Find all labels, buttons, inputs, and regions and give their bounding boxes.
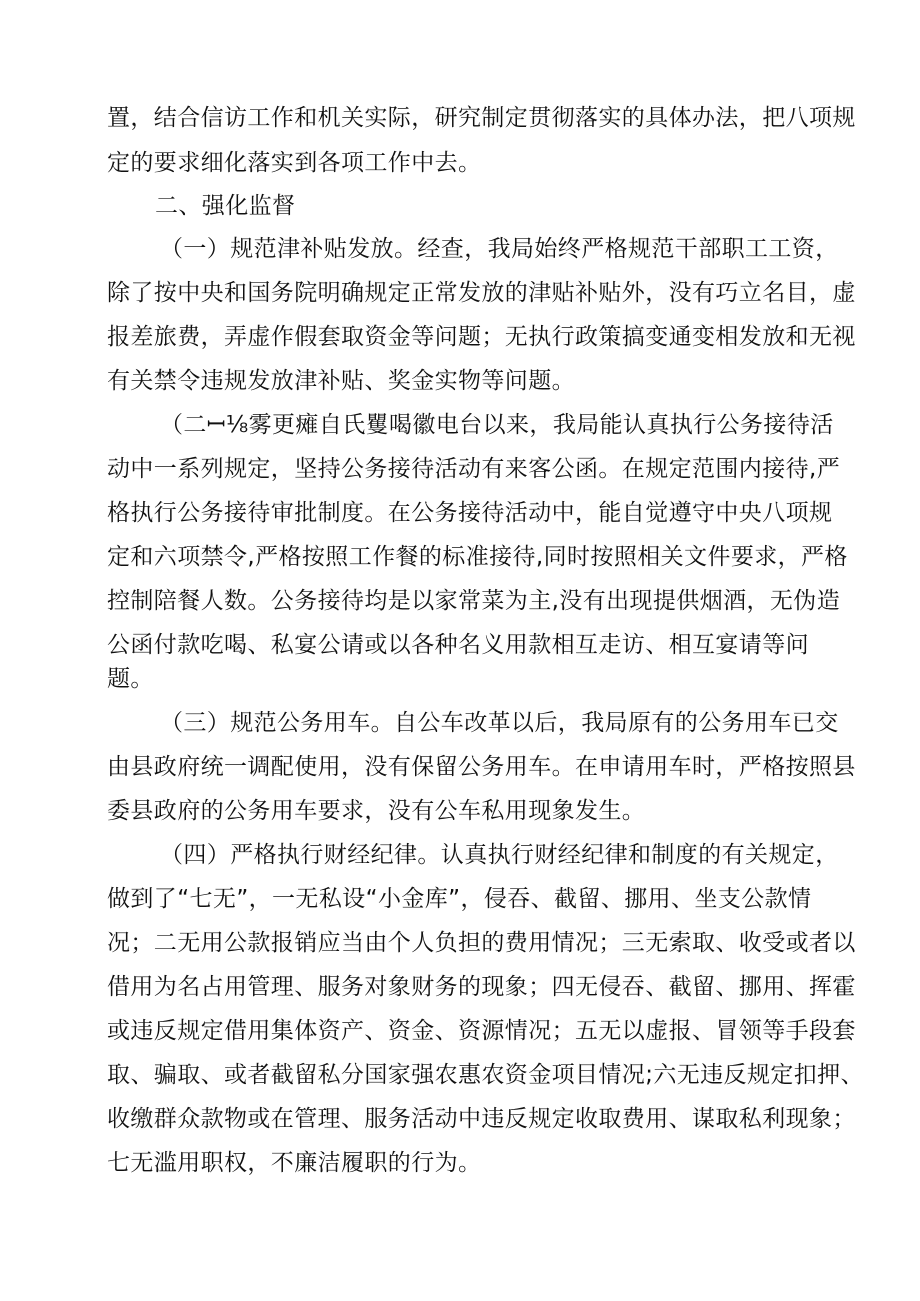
text-line: 由县政府统一调配使用，没有保留公务用车。在申请用车时，严格按照县 — [107, 754, 856, 780]
text-line: 七无滥用职权，不廉洁履职的行为。 — [107, 1150, 482, 1176]
text-line: 收缴群众款物或在管理、服务活动中违反规定收取费用、谋取私利现象； — [107, 1106, 856, 1132]
text-line: 借用为名占用管理、服务对象财务的现象；四无侵吞、截留、挪用、挥霍 — [107, 974, 856, 1000]
text-line: 定和六项禁令,严格按照工作餐的标准接待,同时按照相关文件要求，严格 — [107, 544, 848, 570]
text-line: 题。 — [107, 666, 154, 692]
text-line: 公函付款吃喝、私宴公请或以各种名义用款相互走访、相互宴请等问 — [107, 632, 809, 658]
text-line: （四）严格执行财经纪律。认真执行财经纪律和制度的有关规定， — [160, 842, 839, 868]
section-heading: 二、强化监督 — [155, 193, 296, 219]
text-line: （三）规范公务用车。自公车改革以后，我局原有的公务用车已交 — [160, 710, 839, 736]
text-line: 控制陪餐人数。公务接待均是以家常菜为主,没有出现提供烟酒，无伪造 — [107, 588, 841, 614]
text-line: 做到了“七无”，一无私设“小金库”，侵吞、截留、挪用、坐支公款情 — [107, 886, 812, 912]
text-line: 报差旅费，弄虚作假套取资金等问题；无执行政策搞变通变相发放和无视 — [107, 324, 856, 350]
text-line: 除了按中央和国务院明确规定正常发放的津贴补贴外，没有巧立名目，虚 — [107, 280, 856, 306]
text-line: 格执行公务接待审批制度。在公务接待活动中，能自觉遵守中央八项规 — [107, 500, 833, 526]
text-line: 有关禁令违规发放津补贴、奖金实物等问题。 — [107, 368, 575, 394]
text-line: 委县政府的公务用车要求，没有公车私用现象发生。 — [107, 798, 646, 824]
text-line: 动中一系列规定，坚持公务接待活动有来客公函。在规定范围内接待,严 — [107, 456, 841, 482]
text-line: 取、骗取、或者截留私分国家强农惠农资金项目情况;六无违反规定扣押、 — [107, 1062, 864, 1088]
text-line: （一）规范津补贴发放。经查，我局始终严格规范干部职工工资， — [160, 236, 839, 262]
text-line: 或违反规定借用集体资产、资金、资源情况；五无以虚报、冒领等手段套 — [107, 1018, 856, 1044]
text-line: 况；二无用公款报销应当由个人负担的费用情况；三无索取、收受或者以 — [107, 930, 856, 956]
text-line: 定的要求细化落实到各项工作中去。 — [107, 150, 482, 176]
text-line: （二ꟷ⅛雾更瘫自氏矍喝徽电台以来，我局能认真执行公务接待活 — [160, 412, 834, 438]
text-line: 置，结合信访工作和机关实际，研究制定贯彻落实的具体办法，把八项规 — [107, 105, 856, 131]
